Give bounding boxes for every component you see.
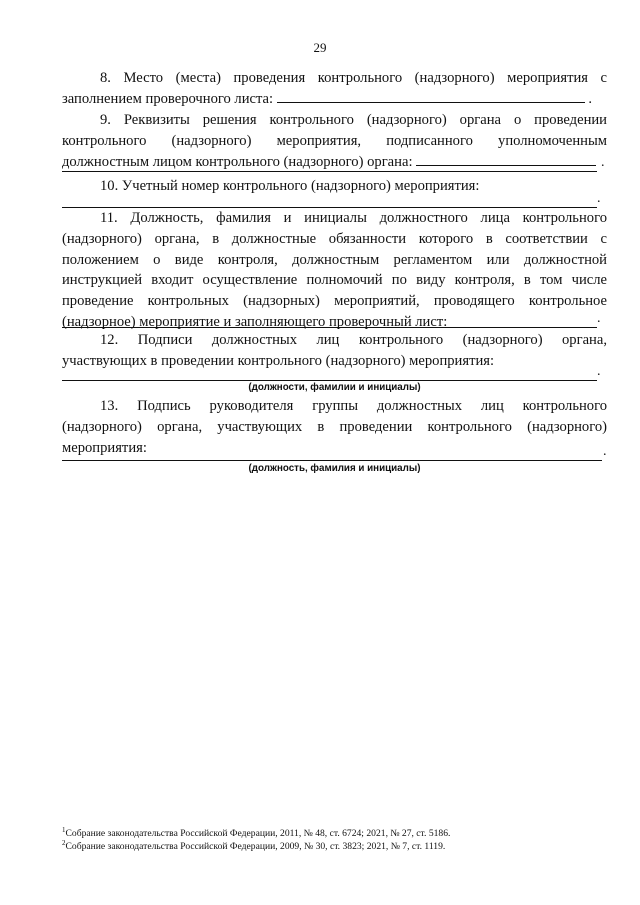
item-13-line-2: (надзорного) органа, участвующих в проведении контрольного (надзорного): [62, 418, 607, 435]
item-9-rule: [62, 171, 597, 172]
item-9: [62, 110, 607, 172]
footnote-2-text: Собрание законодательства Российской Федерации, 2009, № 30, ст. 3823; 2021, № 7, ст. 1119.: [65, 841, 446, 853]
item-13-line-3: мероприятия:: [62, 439, 147, 456]
item-11-end: .: [597, 311, 601, 326]
footnote-1-mark: 1: [62, 826, 66, 834]
item-11: [62, 208, 607, 333]
footnote-2: [62, 837, 622, 853]
item-12-caption: (должности, фамилии и инициалы): [248, 382, 421, 393]
page-number: 29: [313, 40, 327, 55]
item-12-line-1: 12. Подписи должностных лиц контрольного (надзорного) органа,: [100, 332, 607, 348]
item-13-end: .: [603, 444, 607, 459]
item-9-label: должностным лицом контрольного (надзорного) органа:: [62, 153, 413, 170]
item-11-line-3: положением о виде контроля, должностным регламентом или должностной: [62, 251, 607, 268]
item-10: [62, 176, 607, 197]
item-13-rule: [62, 460, 602, 461]
item-10-line-1: 10. Учетный номер контрольного (надзорного) мероприятия:: [100, 178, 480, 194]
item-12-end: .: [597, 364, 601, 379]
footnote-2-mark: 2: [62, 839, 66, 847]
item-11-line-6: (надзорное) мероприятие и заполняющего проверочный лист:: [62, 313, 448, 330]
item-11-line-2: (надзорного) органа, в должностные обязанности которого в соответствии с: [62, 230, 607, 247]
item-13-line-1: 13. Подпись руководителя группы должностных лиц контрольного: [100, 398, 607, 414]
item-13: [62, 396, 607, 458]
item-10-end: .: [597, 191, 601, 206]
item-9-fill-line: [416, 153, 596, 166]
item-11-rule: [62, 327, 597, 328]
item-12: [62, 330, 607, 372]
item-11-line-4: инструкцией входит осуществление полномочий по виду контроля, в том числе: [62, 272, 607, 289]
item-8-end: .: [588, 90, 593, 107]
item-9-line-1: 9. Реквизиты решения контрольного (надзорного) органа о проведении: [100, 112, 607, 128]
footnote-1-text: Собрание законодательства Российской Федерации, 2011, № 48, ст. 6724; 2021, № 27, ст. 5186.: [65, 828, 451, 840]
item-8-line-1: 8. Место (места) проведения контрольного (надзорного) мероприятия с: [100, 70, 607, 86]
item-11-line-1: 11. Должность, фамилия и инициалы должностного лица контрольного: [100, 210, 607, 226]
item-9-end: .: [601, 155, 605, 170]
item-8-line-2: [62, 89, 607, 110]
item-9-line-3: [62, 152, 607, 173]
item-8-label: заполнением проверочного листа:: [62, 90, 274, 107]
item-9-line-2: контрольного (надзорного) мероприятия, подписанного уполномоченным: [62, 132, 607, 149]
item-11-line-5: проведение контрольных (надзорных) мероприятий, проводящего контрольное: [62, 293, 607, 310]
item-12-rule: [62, 380, 597, 381]
item-13-caption: (должность, фамилия и инициалы): [248, 463, 421, 474]
item-8: [62, 68, 607, 110]
item-12-line-2: участвующих в проведении контрольного (надзорного) мероприятия:: [62, 352, 495, 369]
item-8-fill-line: [277, 90, 585, 103]
